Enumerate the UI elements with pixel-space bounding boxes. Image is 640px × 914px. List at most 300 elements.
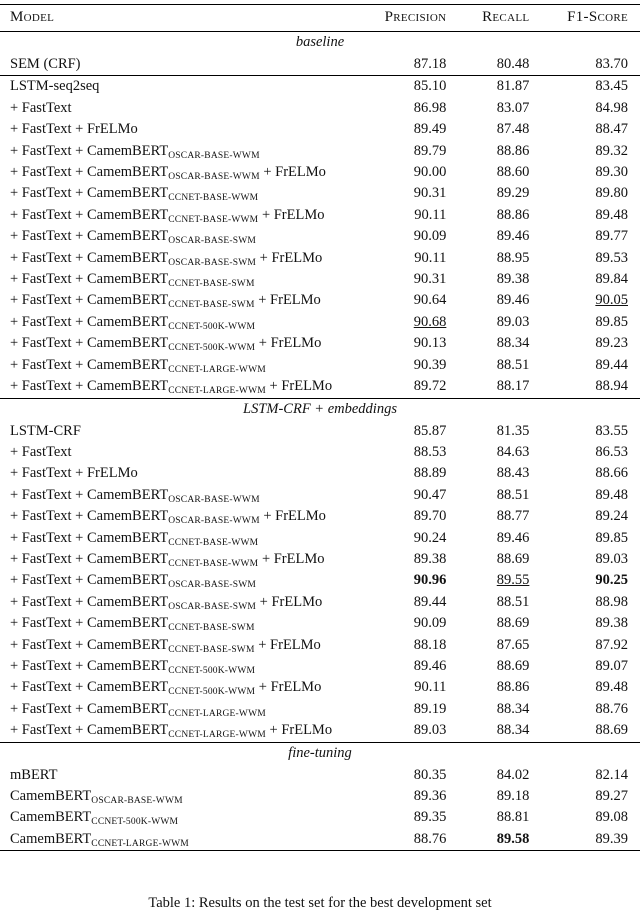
- model-name: CamemBERT: [10, 788, 92, 804]
- table-row: [0, 528, 640, 549]
- model-name-cell: [0, 76, 332, 98]
- table-row: [0, 506, 640, 527]
- recall-value: 87.48: [496, 121, 530, 138]
- precision-value: 90.11: [414, 679, 447, 696]
- precision-cell: [332, 312, 448, 333]
- f1-cell: [537, 54, 640, 76]
- model-variant: CCNET-BASE-WWM: [168, 193, 259, 204]
- model-name-cell: [0, 355, 332, 376]
- f1-cell: [537, 421, 640, 442]
- f1-value: 89.84: [595, 271, 628, 288]
- model-name: mBERT: [10, 766, 58, 783]
- recall-cell: [448, 98, 537, 119]
- recall-cell: [448, 183, 537, 204]
- recall-cell: [448, 333, 537, 354]
- recall-cell: [448, 720, 537, 742]
- recall-cell: [448, 119, 537, 140]
- precision-cell: [332, 485, 448, 506]
- model-variant: CCNET-BASE-WWM: [168, 214, 259, 225]
- f1-value: 90.05: [595, 292, 628, 309]
- f1-cell: [537, 829, 640, 851]
- table-row: [0, 226, 640, 247]
- recall-cell: [448, 290, 537, 311]
- model-name-cell: [0, 570, 332, 591]
- model-variant: OSCAR-BASE-SWM: [168, 601, 257, 612]
- header-model: Model: [0, 5, 332, 32]
- recall-value: 89.46: [496, 228, 530, 245]
- section-title: LSTM-CRF + embeddings: [0, 398, 640, 421]
- recall-cell: [448, 613, 537, 634]
- table-row: [0, 183, 640, 204]
- model-name: + FastText + CamemBERT: [10, 636, 169, 653]
- recall-cell: [448, 786, 537, 807]
- f1-value: 89.85: [595, 313, 628, 330]
- table-row: [0, 54, 640, 76]
- precision-cell: [332, 506, 448, 527]
- model-variant: CCNET-BASE-SWM: [168, 300, 255, 311]
- f1-cell: [537, 765, 640, 786]
- precision-value: 89.35: [413, 809, 447, 826]
- precision-cell: [332, 333, 448, 354]
- recall-value: 88.69: [496, 615, 530, 632]
- model-variant: CCNET-LARGE-WWM: [168, 364, 266, 375]
- table-row: [0, 162, 640, 183]
- model-name: + FastText + CamemBERT: [10, 615, 169, 632]
- f1-value: 86.53: [595, 443, 628, 460]
- f1-cell: [537, 162, 640, 183]
- model-name-cell: [0, 333, 332, 354]
- model-name: + FastText + CamemBERT: [10, 486, 169, 503]
- table-row: [0, 442, 640, 463]
- section-title: fine-tuning: [0, 742, 640, 765]
- recall-cell: [448, 765, 537, 786]
- model-name: + FastText + CamemBERT: [10, 271, 169, 288]
- model-name-cell: [0, 269, 332, 290]
- f1-cell: [537, 570, 640, 591]
- model-suffix: + FrELMo: [255, 679, 322, 696]
- model-name-cell: [0, 485, 332, 506]
- f1-cell: [537, 442, 640, 463]
- precision-cell: [332, 549, 448, 570]
- precision-cell: [332, 613, 448, 634]
- model-name-cell: [0, 98, 332, 119]
- model-suffix: + FrELMo: [258, 206, 325, 223]
- model-name: + FastText: [10, 99, 72, 116]
- table-row: [0, 829, 640, 851]
- f1-cell: [537, 355, 640, 376]
- table-row: [0, 786, 640, 807]
- model-name: + FastText + CamemBERT: [10, 378, 169, 395]
- recall-value: 87.65: [496, 636, 530, 653]
- model-variant: CCNET-LARGE-WWM: [168, 386, 266, 397]
- model-suffix: + FrELMo: [254, 636, 321, 653]
- precision-value: 89.03: [413, 722, 447, 739]
- precision-value: 87.18: [413, 56, 447, 72]
- precision-cell: [332, 248, 448, 269]
- table-row: [0, 98, 640, 119]
- section-title: baseline: [295, 34, 345, 51]
- model-name-cell: [0, 807, 332, 828]
- recall-cell: [448, 421, 537, 442]
- model-name: + FastText + FrELMo: [10, 465, 138, 482]
- model-variant: CCNET-LARGE-WWM: [168, 730, 266, 741]
- f1-value: 88.94: [595, 378, 628, 395]
- model-name-cell: [0, 312, 332, 333]
- model-name: + FastText + CamemBERT: [10, 335, 169, 352]
- precision-cell: [332, 183, 448, 204]
- f1-cell: [537, 528, 640, 549]
- model-name-cell: [0, 226, 332, 247]
- table-row: [0, 376, 640, 398]
- model-name: SEM (CRF): [10, 56, 81, 72]
- f1-cell: [537, 720, 640, 742]
- table-row: [0, 485, 640, 506]
- precision-value: 90.09: [413, 615, 447, 632]
- model-variant: CCNET-500K-WWM: [91, 817, 179, 828]
- precision-value: 90.24: [413, 529, 447, 546]
- precision-cell: [332, 162, 448, 183]
- model-name-cell: [0, 54, 332, 76]
- precision-value: 89.72: [413, 378, 447, 395]
- f1-cell: [537, 463, 640, 484]
- recall-value: 88.77: [496, 508, 530, 525]
- recall-cell: [448, 226, 537, 247]
- recall-cell: [448, 829, 537, 851]
- recall-cell: [448, 570, 537, 591]
- model-name-cell: [0, 506, 332, 527]
- results-table: [0, 4, 640, 851]
- f1-cell: [537, 226, 640, 247]
- recall-value: 88.60: [496, 164, 530, 181]
- precision-cell: [332, 119, 448, 140]
- precision-value: 89.38: [413, 550, 447, 567]
- model-suffix: + FrELMo: [258, 550, 325, 567]
- precision-value: 88.89: [413, 465, 447, 482]
- model-name-cell: [0, 720, 332, 742]
- recall-cell: [448, 528, 537, 549]
- model-name-cell: [0, 463, 332, 484]
- recall-value: 88.34: [496, 335, 530, 352]
- model-name-cell: [0, 205, 332, 226]
- recall-value: 88.34: [496, 700, 530, 717]
- f1-value: 83.70: [595, 56, 628, 72]
- section-header: [0, 398, 640, 421]
- header-f1: F1-Score: [537, 5, 640, 32]
- table-row: [0, 720, 640, 742]
- f1-value: 88.66: [595, 465, 628, 482]
- model-suffix: + FrELMo: [256, 593, 323, 610]
- precision-value: 90.00: [413, 164, 447, 181]
- f1-value: 84.98: [595, 99, 628, 116]
- model-variant: OSCAR-BASE-SWM: [168, 236, 257, 247]
- f1-value: 83.45: [595, 78, 628, 95]
- f1-cell: [537, 119, 640, 140]
- model-suffix: + FrELMo: [259, 164, 326, 181]
- precision-value: 90.31: [413, 185, 447, 202]
- precision-value: 90.09: [413, 228, 447, 245]
- model-name-cell: [0, 442, 332, 463]
- f1-value: 89.48: [595, 486, 628, 503]
- f1-cell: [537, 141, 640, 162]
- recall-value: 89.29: [496, 185, 530, 202]
- recall-value: 83.07: [496, 99, 530, 116]
- recall-value: 89.18: [496, 788, 530, 804]
- model-name-cell: [0, 592, 332, 613]
- f1-cell: [537, 248, 640, 269]
- recall-value: 84.63: [496, 443, 530, 460]
- model-name: + FastText + CamemBERT: [10, 249, 169, 266]
- recall-cell: [448, 549, 537, 570]
- table-row: [0, 248, 640, 269]
- model-variant: CCNET-BASE-WWM: [168, 558, 259, 569]
- recall-cell: [448, 442, 537, 463]
- table-row: [0, 570, 640, 591]
- f1-cell: [537, 333, 640, 354]
- model-name: + FastText + CamemBERT: [10, 292, 169, 309]
- precision-cell: [332, 592, 448, 613]
- model-suffix: + FrELMo: [265, 722, 333, 739]
- model-name-cell: [0, 656, 332, 677]
- section-header: [0, 32, 640, 55]
- precision-value: 89.49: [413, 121, 447, 138]
- precision-cell: [332, 635, 448, 656]
- model-name-cell: [0, 677, 332, 698]
- precision-value: 86.98: [413, 99, 447, 116]
- precision-cell: [332, 699, 448, 720]
- recall-value: 81.87: [496, 78, 530, 95]
- table-row: [0, 269, 640, 290]
- model-name: + FastText + CamemBERT: [10, 679, 169, 696]
- precision-cell: [332, 765, 448, 786]
- model-suffix: + FrELMo: [255, 335, 322, 352]
- recall-cell: [448, 162, 537, 183]
- f1-value: 89.39: [595, 830, 628, 847]
- precision-cell: [332, 54, 448, 76]
- f1-cell: [537, 98, 640, 119]
- precision-value: 89.70: [413, 508, 447, 525]
- recall-cell: [448, 656, 537, 677]
- model-variant: OSCAR-BASE-SWM: [168, 580, 257, 591]
- precision-cell: [332, 98, 448, 119]
- precision-cell: [332, 141, 448, 162]
- model-name-cell: [0, 376, 332, 398]
- model-name-cell: [0, 248, 332, 269]
- precision-cell: [332, 421, 448, 442]
- recall-cell: [448, 355, 537, 376]
- model-name-cell: [0, 290, 332, 311]
- precision-cell: [332, 829, 448, 851]
- f1-value: 89.23: [595, 335, 628, 352]
- f1-value: 83.55: [595, 422, 628, 439]
- precision-value: 89.36: [413, 788, 447, 804]
- f1-value: 89.27: [595, 788, 628, 804]
- model-name: + FastText + CamemBERT: [10, 572, 169, 589]
- precision-cell: [332, 656, 448, 677]
- model-variant: CCNET-500K-WWM: [168, 687, 256, 698]
- precision-cell: [332, 226, 448, 247]
- table-caption: Table 1: Results on the test set for the best development set: [148, 895, 492, 911]
- model-name-cell: [0, 183, 332, 204]
- model-name: + FastText + CamemBERT: [10, 593, 169, 610]
- recall-value: 88.43: [496, 465, 530, 482]
- recall-value: 88.95: [496, 249, 530, 266]
- recall-cell: [448, 677, 537, 698]
- model-variant: OSCAR-BASE-WWM: [168, 172, 260, 183]
- table-row: [0, 312, 640, 333]
- recall-cell: [448, 76, 537, 98]
- table-header-row: [0, 5, 640, 32]
- model-variant: OSCAR-BASE-SWM: [168, 257, 257, 268]
- recall-cell: [448, 376, 537, 398]
- model-variant: CCNET-500K-WWM: [168, 321, 256, 332]
- f1-value: 89.32: [595, 142, 628, 159]
- model-name-cell: [0, 829, 332, 851]
- f1-value: 89.85: [595, 529, 628, 546]
- f1-value: 89.38: [595, 615, 628, 632]
- model-variant: OSCAR-BASE-WWM: [91, 796, 183, 806]
- f1-cell: [537, 76, 640, 98]
- f1-value: 89.80: [595, 185, 628, 202]
- model-name-cell: [0, 786, 332, 807]
- f1-value: 90.25: [595, 572, 628, 589]
- f1-value: 88.98: [595, 593, 628, 610]
- recall-cell: [448, 592, 537, 613]
- f1-cell: [537, 656, 640, 677]
- f1-value: 89.24: [595, 508, 628, 525]
- recall-cell: [448, 463, 537, 484]
- f1-cell: [537, 506, 640, 527]
- precision-value: 89.44: [413, 593, 447, 610]
- table-row: [0, 807, 640, 828]
- model-name: LSTM-seq2seq: [10, 78, 100, 95]
- recall-cell: [448, 635, 537, 656]
- table-row: [0, 76, 640, 98]
- model-variant: OSCAR-BASE-WWM: [168, 494, 260, 505]
- model-name-cell: [0, 141, 332, 162]
- f1-value: 89.53: [595, 249, 628, 266]
- f1-value: 89.08: [595, 809, 628, 826]
- recall-cell: [448, 248, 537, 269]
- precision-cell: [332, 205, 448, 226]
- f1-value: 89.77: [595, 228, 628, 245]
- precision-value: 90.47: [413, 486, 447, 503]
- model-name-cell: [0, 613, 332, 634]
- recall-cell: [448, 54, 537, 76]
- f1-value: 89.03: [595, 550, 628, 567]
- f1-value: 88.69: [595, 722, 628, 739]
- recall-value: 89.46: [496, 292, 530, 309]
- recall-cell: [448, 807, 537, 828]
- f1-value: 89.30: [595, 164, 628, 181]
- table-row: [0, 421, 640, 442]
- f1-cell: [537, 807, 640, 828]
- model-name: + FastText + CamemBERT: [10, 356, 169, 373]
- model-variant: OSCAR-BASE-WWM: [168, 150, 260, 161]
- recall-value: 88.69: [496, 550, 530, 567]
- model-name: + FastText + CamemBERT: [10, 550, 169, 567]
- f1-cell: [537, 592, 640, 613]
- f1-value: 82.14: [595, 766, 628, 783]
- f1-cell: [537, 635, 640, 656]
- table-row: [0, 592, 640, 613]
- recall-value: 88.51: [496, 356, 530, 373]
- recall-value: 88.51: [496, 593, 530, 610]
- precision-value: 88.53: [413, 443, 447, 460]
- table-row: [0, 677, 640, 698]
- precision-value: 80.35: [413, 766, 447, 783]
- model-name-cell: [0, 528, 332, 549]
- recall-value: 84.02: [496, 766, 530, 783]
- f1-value: 89.07: [595, 657, 628, 674]
- header-precision: Precision: [332, 5, 448, 32]
- recall-value: 88.81: [496, 809, 530, 826]
- model-variant: CCNET-LARGE-WWM: [91, 838, 189, 849]
- table-row: [0, 613, 640, 634]
- recall-cell: [448, 269, 537, 290]
- f1-cell: [537, 613, 640, 634]
- f1-value: 89.44: [595, 356, 628, 373]
- precision-value: 89.79: [413, 142, 447, 159]
- model-suffix: + FrELMo: [256, 249, 323, 266]
- model-variant: CCNET-BASE-SWM: [168, 279, 255, 290]
- precision-value: 90.96: [413, 572, 447, 589]
- model-name: + FastText + CamemBERT: [10, 206, 169, 223]
- f1-cell: [537, 485, 640, 506]
- model-name: + FastText + CamemBERT: [10, 657, 169, 674]
- f1-value: 89.48: [595, 206, 628, 223]
- f1-cell: [537, 183, 640, 204]
- precision-value: 90.11: [414, 206, 447, 223]
- table-row: [0, 463, 640, 484]
- recall-value: 88.86: [496, 142, 530, 159]
- recall-value: 88.51: [496, 486, 530, 503]
- table-row: [0, 635, 640, 656]
- model-name: + FastText + CamemBERT: [10, 228, 169, 245]
- f1-cell: [537, 290, 640, 311]
- model-variant: CCNET-500K-WWM: [168, 343, 256, 354]
- f1-value: 89.48: [595, 679, 628, 696]
- model-name: + FastText + CamemBERT: [10, 164, 169, 181]
- precision-cell: [332, 290, 448, 311]
- model-variant: CCNET-BASE-WWM: [168, 537, 259, 548]
- header-recall: Recall: [448, 5, 537, 32]
- precision-value: 89.19: [413, 700, 447, 717]
- model-name-cell: [0, 635, 332, 656]
- recall-value: 89.58: [496, 830, 530, 847]
- precision-cell: [332, 442, 448, 463]
- precision-value: 85.10: [413, 78, 447, 95]
- precision-value: 90.68: [413, 313, 447, 330]
- table-row: [0, 290, 640, 311]
- model-variant: CCNET-500K-WWM: [168, 665, 256, 676]
- recall-value: 88.86: [496, 679, 530, 696]
- precision-cell: [332, 528, 448, 549]
- model-name-cell: [0, 119, 332, 140]
- precision-value: 90.31: [413, 271, 447, 288]
- recall-value: 80.48: [496, 56, 530, 72]
- section-header: [0, 742, 640, 765]
- precision-value: 88.18: [413, 636, 447, 653]
- recall-cell: [448, 506, 537, 527]
- model-name: + FastText + CamemBERT: [10, 722, 169, 739]
- precision-value: 90.13: [413, 335, 447, 352]
- f1-cell: [537, 312, 640, 333]
- recall-value: 88.17: [496, 378, 530, 395]
- recall-cell: [448, 205, 537, 226]
- model-name: + FastText + CamemBERT: [10, 142, 169, 159]
- model-name: + FastText + CamemBERT: [10, 313, 169, 330]
- recall-value: 81.35: [496, 422, 530, 439]
